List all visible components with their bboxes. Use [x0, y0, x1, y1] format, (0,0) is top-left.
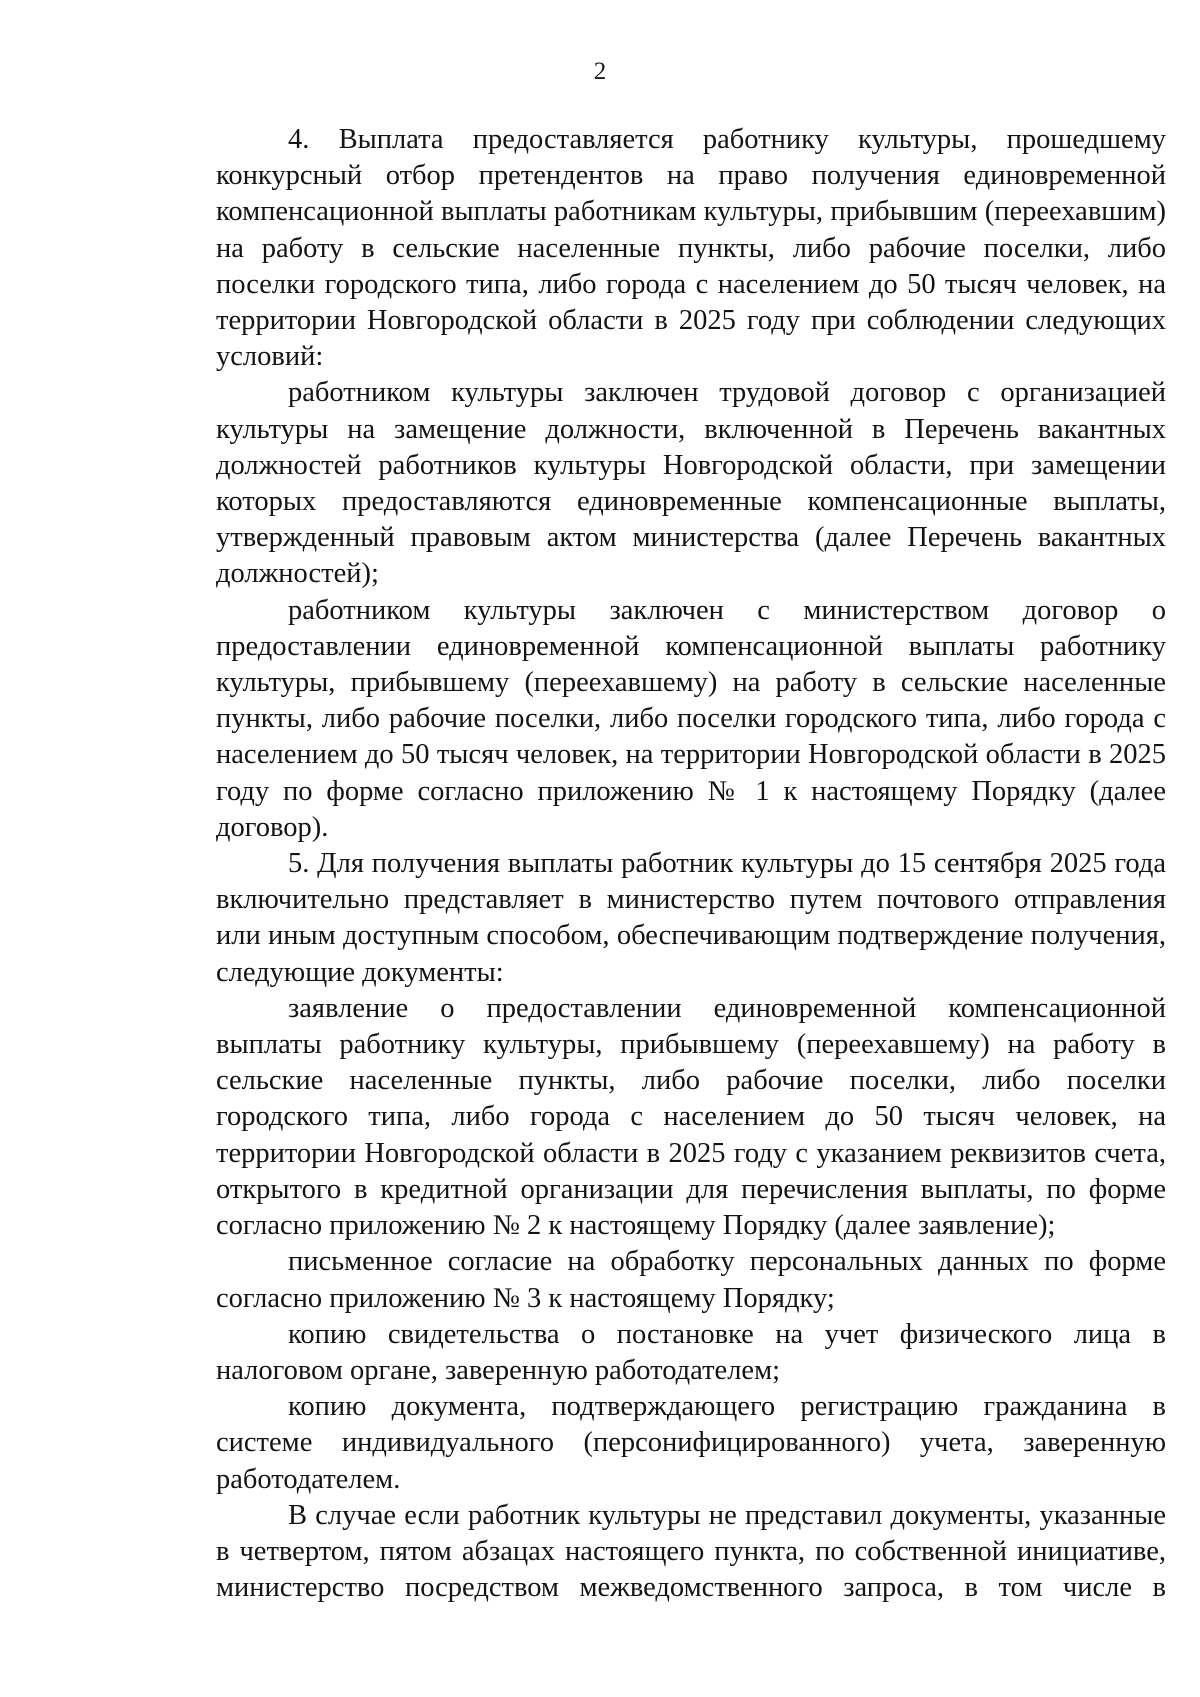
page-number: 2 — [593, 58, 607, 85]
document-body — [216, 122, 1166, 1606]
paragraph-interagency-request: В случае если работник культуры не представил документы, указанные в четвертом, пятом абзацах настоящего пункта, по собственной инициативе, министерство посредством межведомственного запроса, в том числе в — [216, 1499, 1166, 1604]
paragraph-condition-employment-contract: работником культуры заключен трудовой договор с организацией культуры на замещение должности, включенной в Перечень вакантных должностей работников культуры Новгородской области, при замещении которых предоставляются единовременные компенсационные выплаты, утвержденный правовым актом министерства (далее Перечень вакантных должностей); — [216, 377, 1166, 590]
paragraph-doc-tax-certificate: копию свидетельства о постановке на учет физического лица в налоговом органе, заверенную работодателем; — [216, 1318, 1166, 1386]
paragraph-item-4: 4. Выплата предоставляется работнику культуры, прошедшему конкурсный отбор претендентов на право получения единовременной компенсационной выплаты работникам культуры, прибывшим (переехавшим) на работу в сельские населенные пункты, либо рабочие поселки, либо поселки городского типа, либо города с населением до 50 тысяч человек, на территории Новгородской области в 2025 году при соблюдении следующих условий: — [216, 124, 1166, 373]
paragraph-doc-consent: письменное согласие на обработку персональных данных по форме согласно приложению № 3 к настоящему Порядку; — [216, 1246, 1166, 1314]
paragraph-item-5: 5. Для получения выплаты работник культуры до 15 сентября 2025 года включительно представляет в министерство путем почтового отправления или иным доступным способом, обеспечивающим подтверждение получения, следующие документы: — [216, 848, 1166, 988]
paragraph-doc-registration: копию документа, подтверждающего регистрацию гражданина в системе индивидуального (персонифицированного) учета, заверенную работодателем. — [216, 1391, 1166, 1495]
paragraph-condition-ministry-agreement: работником культуры заключен с министерством договор о предоставлении единовременной компенсационной выплаты работнику культуры, прибывшему (переехавшему) на работу в сельские населенные пункты, либо рабочие поселки, либо поселки городского типа, либо города с населением до 50 тысяч человек, на территории Новгородской области в 2025 году по форме согласно приложению № 1 к настоящему Порядку (далее договор). — [216, 594, 1166, 843]
paragraph-doc-application: заявление о предоставлении единовременной компенсационной выплаты работнику культуры, прибывшему (переехавшему) на работу в сельские населенные пункты, либо рабочие поселки, либо поселки городского типа, либо города с населением до 50 тысяч человек, на территории Новгородской области в 2025 году с указанием реквизитов счета, открытого в кредитной организации для перечисления выплаты, по форме согласно приложению № 2 к настоящему Порядку (далее заявление); — [216, 992, 1166, 1242]
